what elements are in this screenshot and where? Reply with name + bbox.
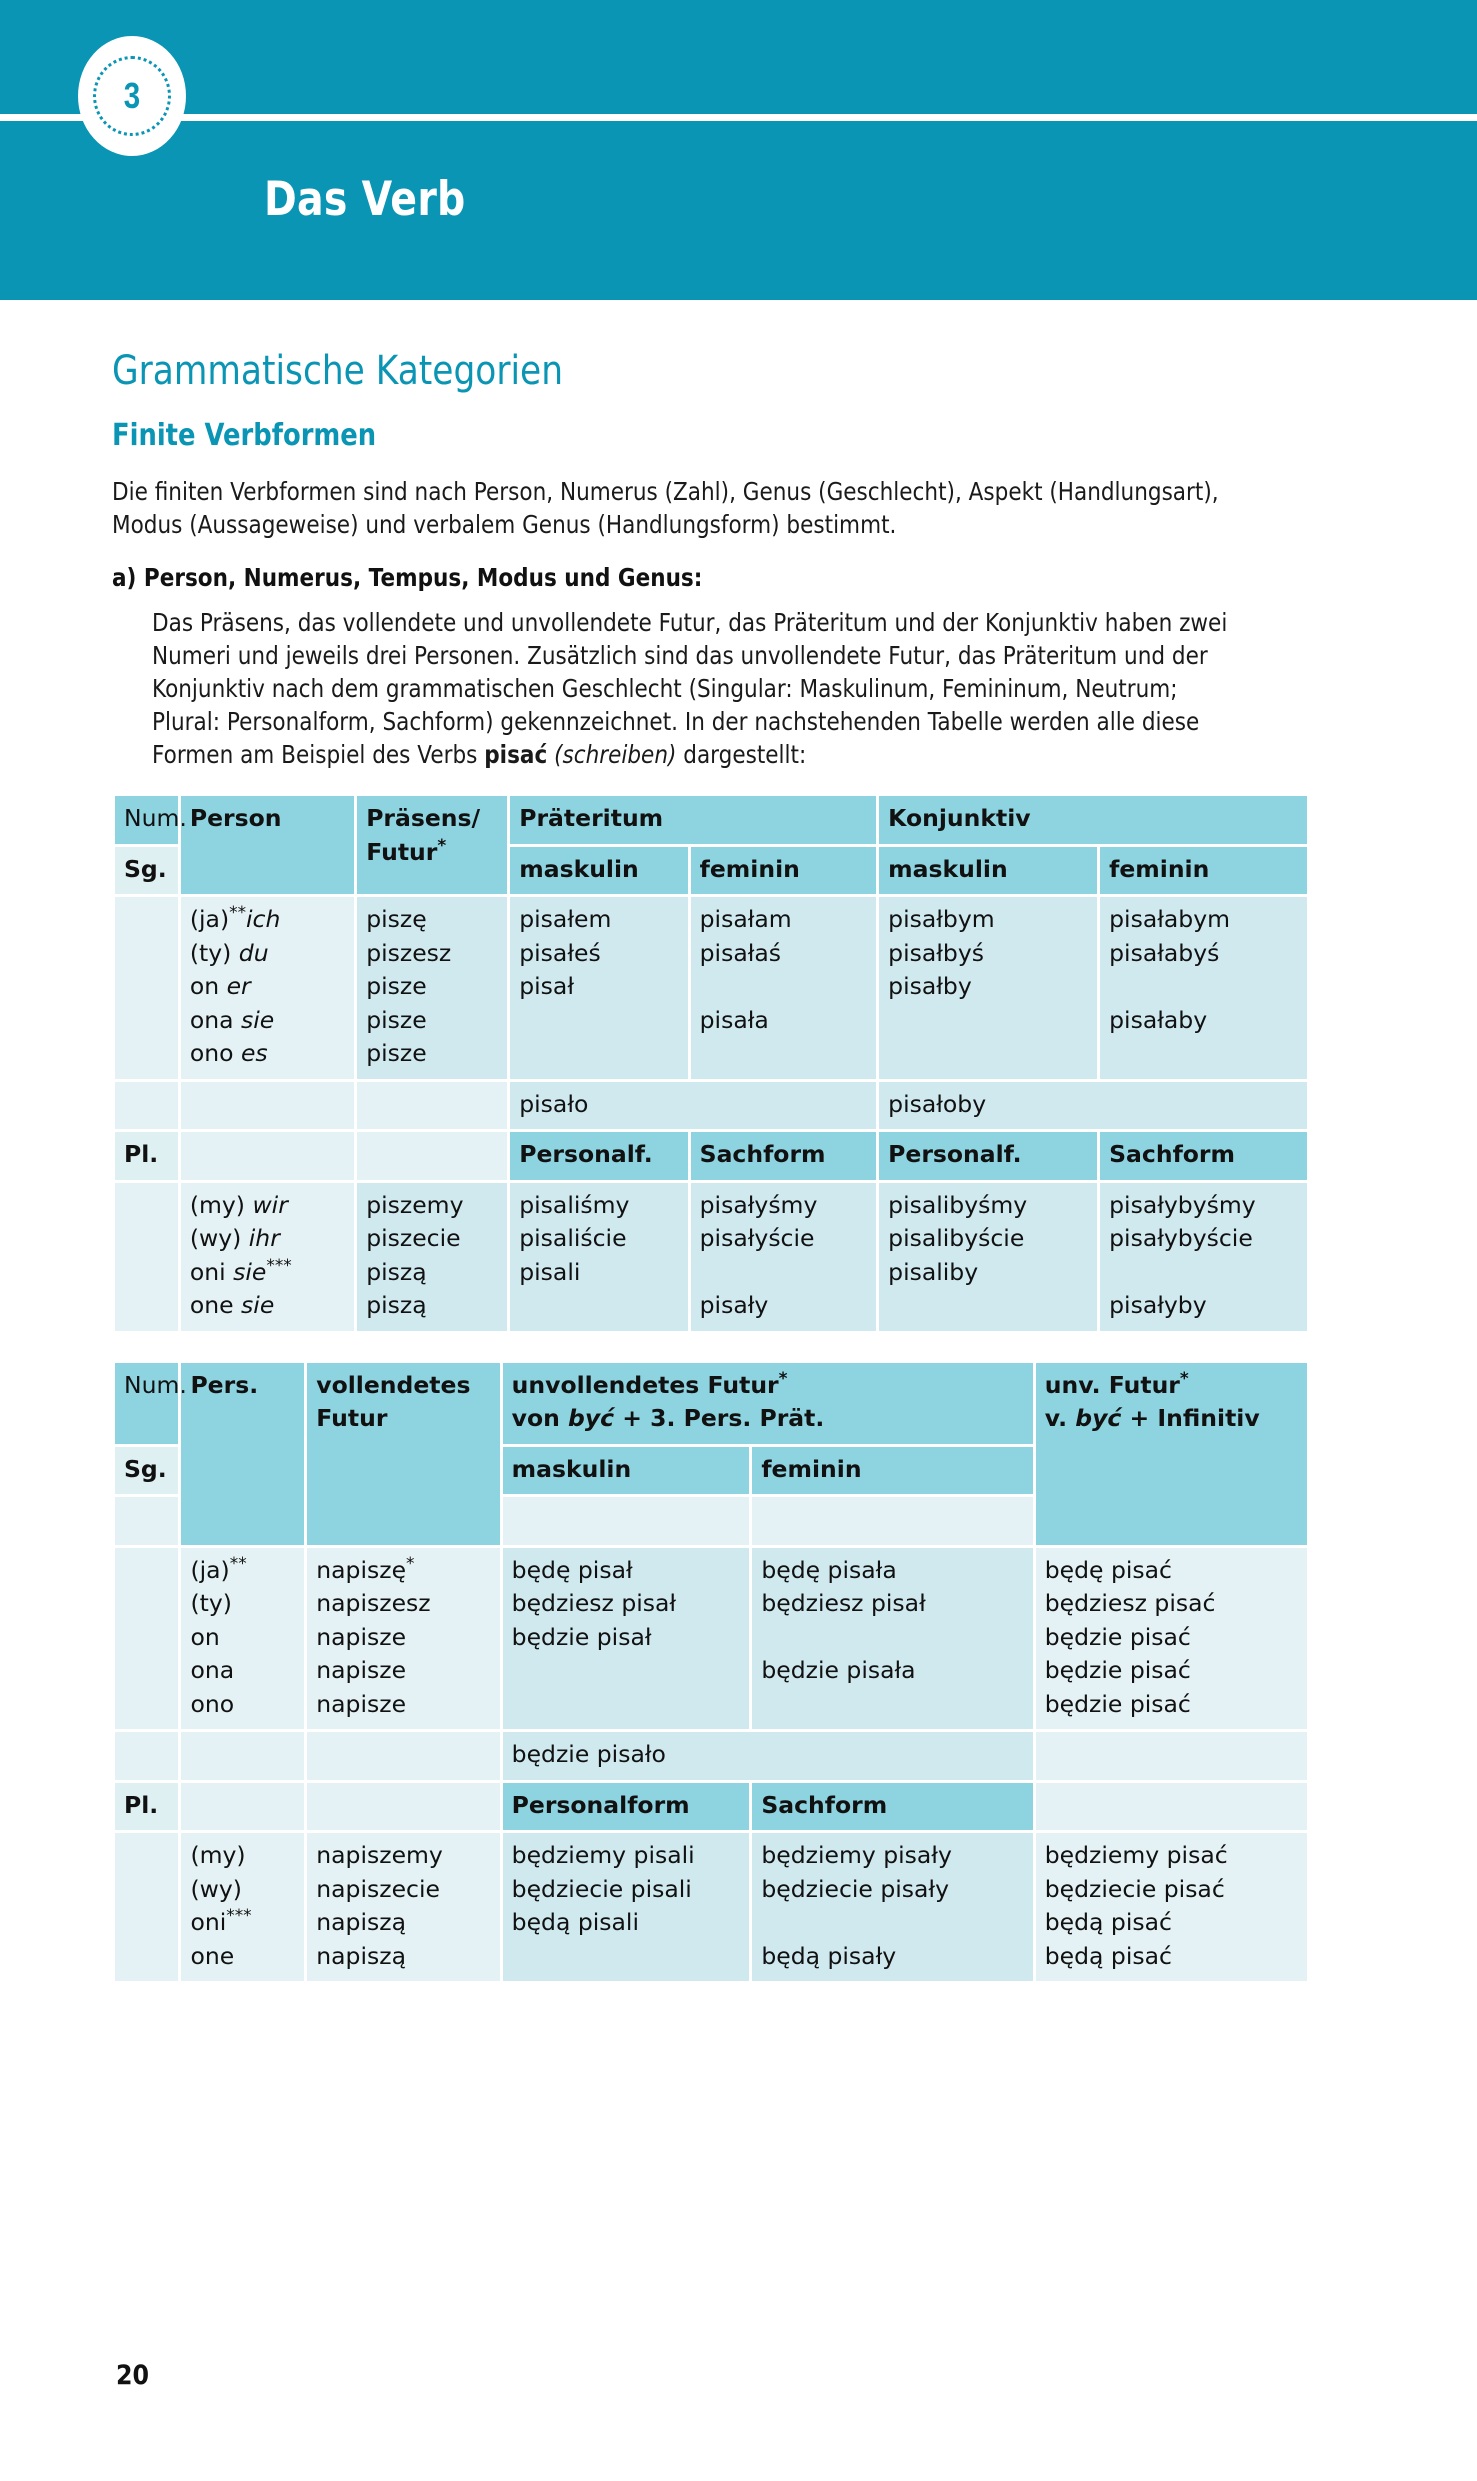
td2-mask-spacer <box>503 1497 750 1545</box>
th-konj-maskulin: maskulin <box>879 847 1097 895</box>
th2-maskulin: maskulin <box>503 1447 750 1495</box>
td-person-blank-pl <box>181 1132 354 1180</box>
table-row <box>115 1732 1307 1780</box>
td2-num-blank-sg <box>115 1548 178 1730</box>
person2-pl-2: (wy) <box>190 1874 242 1903</box>
praet-mask-1: pisałem <box>519 905 612 933</box>
praet-sach-blank <box>700 1258 707 1286</box>
td-praet-sach-pl <box>691 1183 877 1331</box>
person2-4: ona <box>190 1656 235 1684</box>
voll-futur-pl-3: napiszą <box>316 1908 406 1936</box>
th-sg: Sg. <box>115 847 178 895</box>
td2-unvoll-mask-sg <box>503 1548 750 1730</box>
praet-fem-4: pisała <box>699 1005 769 1034</box>
praet-mask-3: pisał <box>519 972 575 1000</box>
praesens-pl-1: piszemy <box>366 1190 464 1219</box>
praet-sach-2: pisałyście <box>699 1224 815 1252</box>
konj-fem-1: pisałabym <box>1109 905 1231 933</box>
unvoll-personal-3: będą pisali <box>511 1908 639 1936</box>
person-pl-1: (ja) <box>189 905 230 933</box>
th2-unvoll-line1: unvollendetes Futur <box>511 1370 779 1399</box>
konj-fem-2: pisałabyś <box>1109 938 1220 967</box>
person-star-1: ** <box>229 902 247 923</box>
konj-sach-blank <box>1109 1258 1116 1286</box>
unvoll-fem-blank <box>761 1623 768 1651</box>
td-praesens-blank-neut <box>357 1082 507 1130</box>
subsection-heading: Finite Verbformen <box>112 418 377 453</box>
example-verb: pisać <box>484 740 548 769</box>
item-a-body-part2: dargestellt: <box>676 740 807 769</box>
td-praesens-blank-pl <box>357 1132 507 1180</box>
td-praet-mask-sg <box>510 897 687 1079</box>
person2-2: (ty) <box>190 1589 232 1617</box>
table-row <box>115 1132 1307 1180</box>
th2-unv-byc: być <box>1075 1404 1122 1432</box>
voll-futur-2: napiszesz <box>316 1589 431 1617</box>
td2-num-blank-neut <box>115 1732 178 1780</box>
person2-1: (ja) <box>190 1555 230 1584</box>
td2-fem-spacer <box>752 1497 1032 1545</box>
td2-vollendetes-sg <box>307 1548 499 1730</box>
voll-futur-pl-4: napiszą <box>316 1941 406 1970</box>
th2-unvoll-von: von <box>511 1404 569 1432</box>
td2-person-sg <box>181 1548 304 1730</box>
unv-inf-2: będziesz pisać <box>1044 1589 1216 1617</box>
voll-futur-star-1: * <box>406 1552 415 1573</box>
td-konj-fem-sg <box>1100 897 1307 1079</box>
example-verb-gloss: (schreiben) <box>554 740 677 769</box>
item-a-body <box>152 606 1243 771</box>
td2-unv-blank-neut <box>1036 1732 1307 1780</box>
unv-inf-5: będzie pisać <box>1044 1689 1191 1718</box>
unvoll-personal-1: będziemy pisali <box>511 1841 695 1869</box>
table-row <box>115 1548 1307 1730</box>
chapter-banner <box>0 0 1477 300</box>
th2-sg: Sg. <box>115 1447 178 1495</box>
th-konj-sachform: Sachform <box>1100 1132 1307 1180</box>
unvoll-sach-2: będziecie pisały <box>761 1874 949 1903</box>
unv-inf-4: będzie pisać <box>1044 1656 1191 1684</box>
td-konj-personal-pl <box>879 1183 1097 1331</box>
unv-inf-pl-3: będą pisać <box>1044 1908 1172 1936</box>
unvoll-fem-4: będzie pisała <box>761 1656 916 1684</box>
td2-unvoll-fem-sg <box>752 1548 1032 1730</box>
voll-futur-3: napisze <box>316 1622 407 1651</box>
intro-paragraph: Die finiten Verbformen sind nach Person, Numerus (Zahl), Genus (Geschlecht), Aspekt (Handlungsart), Modus (Aussageweise) und verbalem Genus (Handlungsform) bestimmt. <box>112 477 1219 539</box>
th2-vollendetes: vollendetes <box>316 1370 471 1399</box>
th-praet-personalf: Personalf. <box>510 1132 687 1180</box>
td2-num-blank-pl2 <box>115 1833 178 1981</box>
td-num-blank-neut <box>115 1082 178 1130</box>
th2-unv-asterisk: * <box>1179 1367 1189 1388</box>
unvoll-fem-2: będziesz pisał <box>761 1589 926 1617</box>
th-praesens: Präsens/ <box>366 804 481 832</box>
voll-futur-pl-2: napiszecie <box>316 1874 440 1903</box>
th-konj-personalf: Personalf. <box>879 1132 1097 1180</box>
th2-vollendetes-futur <box>307 1363 499 1545</box>
voll-futur-5: napisze <box>316 1689 407 1718</box>
unv-inf-1: będę pisać <box>1044 1555 1172 1584</box>
praet-fem-1: pisałam <box>699 905 792 933</box>
chapter-badge <box>78 36 186 156</box>
unvoll-sach-1: będziemy pisały <box>761 1841 952 1869</box>
th2-unv-rest: + Infinitiv <box>1121 1404 1260 1432</box>
page-content <box>112 348 1312 2010</box>
person-de-3: er <box>226 972 251 1000</box>
voll-futur-4: napisze <box>316 1656 407 1684</box>
unvoll-mask-1: będę pisał <box>511 1555 633 1584</box>
td-praet-neut: pisało <box>510 1082 876 1130</box>
item-a-colon: : <box>693 563 703 592</box>
td2-unvoll-personal-pl <box>503 1833 750 1981</box>
person-de-4: sie <box>241 1005 275 1034</box>
page-number: 20 <box>116 2360 150 2391</box>
td-praesens-sg <box>357 897 507 1079</box>
person-pl-pl-3: oni <box>189 1257 234 1286</box>
konj-personal-3: pisaliby <box>888 1257 979 1286</box>
th2-unvoll-asterisk: * <box>778 1367 788 1388</box>
unvoll-personal-2: będziecie pisali <box>511 1874 692 1903</box>
td-konj-neut: pisałoby <box>879 1082 1307 1130</box>
person2-pl-1: (my) <box>190 1841 246 1869</box>
voll-futur-pl-1: napiszemy <box>316 1841 443 1869</box>
konj-fem-4: pisałaby <box>1109 1005 1208 1034</box>
item-a-label <box>112 563 1168 592</box>
item-a-body-part1: Das Präsens, das vollendete und unvollendete Futur, das Präteritum und der Konjunktiv haben zwei Numeri und jeweils drei Personen. Zusätzlich sind das unvollendete Futur, das Präteritum und der Konjunktiv nach dem grammatischen Geschlecht (Singular: Maskulinum, Femininum, Neutrum; Plural: Personalform, Sachform) gekennzeichnet. In der nachstehenden Tabelle werden alle diese Formen am Beispiel des Verbs <box>152 608 1228 769</box>
th-num: Num. <box>115 796 178 844</box>
person2-5: ono <box>190 1689 235 1718</box>
th2-unv-v: v. <box>1044 1404 1076 1432</box>
praet-mask-2: pisałeś <box>519 938 601 967</box>
td-person-sg <box>181 897 354 1079</box>
unvoll-sach-4: będą pisały <box>761 1941 897 1970</box>
praet-personal-1: pisaliśmy <box>519 1190 630 1219</box>
th-praet-maskulin: maskulin <box>510 847 687 895</box>
section-heading: Grammatische Kategorien <box>112 348 564 394</box>
th-futur: Futur <box>366 837 438 866</box>
person-de-pl-2: ihr <box>248 1224 280 1252</box>
td2-person-blank-pl <box>181 1783 304 1831</box>
konj-sach-2: pisałybyście <box>1109 1224 1253 1252</box>
th2-unvoll-byc: być <box>568 1404 615 1432</box>
konj-mask-1: pisałbym <box>888 905 995 933</box>
banner-rule <box>0 114 1477 121</box>
unv-inf-pl-2: będziecie pisać <box>1044 1874 1225 1903</box>
td-person-blank-neut <box>181 1082 354 1130</box>
konj-fem-blank <box>1109 972 1116 1000</box>
td-praesens-pl <box>357 1183 507 1331</box>
table-row <box>115 1082 1307 1130</box>
item-a-marker: a) <box>112 563 137 592</box>
praesens-pl-4: piszą <box>366 1291 427 1319</box>
unvoll-sach-blank <box>761 1908 768 1936</box>
td-praet-fem-sg <box>691 897 877 1079</box>
th-praet-sachform: Sachform <box>691 1132 877 1180</box>
person-de-pl-4: sie <box>241 1291 275 1319</box>
td2-unvoll-neut: będzie pisało <box>503 1732 1033 1780</box>
td2-voll-blank-pl <box>307 1783 499 1831</box>
praet-fem-blank <box>700 972 707 1000</box>
th-konjunktiv: Konjunktiv <box>879 796 1307 844</box>
table-row <box>115 1833 1307 1981</box>
page-title: Das Verb <box>264 172 466 227</box>
th2-unvoll-rest: + 3. Pers. Prät. <box>614 1404 825 1432</box>
praesens-pl-3: piszą <box>366 1257 427 1286</box>
konj-sach-1: pisałybyśmy <box>1109 1190 1256 1219</box>
unv-inf-pl-1: będziemy pisać <box>1044 1841 1228 1869</box>
th2-pers: Pers. <box>181 1363 304 1545</box>
td2-unv-inf-pl <box>1036 1833 1307 1981</box>
praesens-4: pisze <box>366 1005 427 1034</box>
th2-sachform: Sachform <box>752 1783 1032 1831</box>
person2-3: on <box>190 1622 220 1651</box>
konj-sach-4: pisałyby <box>1109 1291 1207 1319</box>
item-a-title: Person, Numerus, Tempus, Modus und Genus <box>143 563 694 592</box>
conjugation-table-2-block <box>112 1360 1312 1985</box>
person-pl-pl-1: (my) <box>189 1190 253 1219</box>
praet-sach-1: pisałyśmy <box>699 1190 818 1219</box>
th-person: Person <box>181 796 354 894</box>
person2-pl-4: one <box>190 1941 235 1970</box>
th2-feminin: feminin <box>752 1447 1032 1495</box>
td-konj-sach-pl <box>1100 1183 1307 1331</box>
th-praeteritum: Präteritum <box>510 796 876 844</box>
person2-pl-3: oni <box>190 1908 227 1936</box>
td-konj-mask-sg <box>879 897 1097 1079</box>
th-praet-feminin: feminin <box>691 847 877 895</box>
praet-sach-4: pisały <box>699 1291 769 1319</box>
person-pl-3: on <box>189 972 227 1000</box>
unvoll-mask-3: będzie pisał <box>511 1622 652 1651</box>
person-de-pl-1: wir <box>252 1190 288 1219</box>
person-de-1: ich <box>246 905 281 933</box>
person-star-pl-3: *** <box>266 1254 292 1275</box>
td2-person-blank-neut <box>181 1732 304 1780</box>
th2-unv-line1: unv. Futur <box>1044 1370 1180 1399</box>
person-de-2: du <box>238 938 269 967</box>
unv-inf-3: będzie pisać <box>1044 1622 1191 1651</box>
td-person-pl <box>181 1183 354 1331</box>
th2-futur: Futur <box>316 1404 388 1432</box>
unvoll-mask-2: będziesz pisał <box>511 1589 677 1617</box>
person-pl-2: (ty) <box>189 938 239 967</box>
conjugation-table-2 <box>112 1360 1310 1985</box>
praesens-5: pisze <box>366 1039 427 1067</box>
unv-inf-pl-4: będą pisać <box>1044 1941 1172 1970</box>
td2-vollendetes-pl <box>307 1833 499 1981</box>
th-praesens-futur <box>357 796 507 894</box>
konj-mask-2: pisałbyś <box>888 938 984 967</box>
person2-star-pl-3: *** <box>226 1905 252 1926</box>
table-row <box>115 897 1307 1079</box>
conjugation-table-1-block <box>112 793 1312 1334</box>
th2-pl: Pl. <box>115 1783 178 1831</box>
th2-unv-futur-infinitiv <box>1036 1363 1307 1545</box>
table-row <box>115 1783 1307 1831</box>
konj-mask-3: pisałby <box>888 972 972 1000</box>
person-pl-pl-4: one <box>189 1291 242 1319</box>
person-pl-4: ona <box>189 1005 241 1034</box>
th2-unvollendetes-futur <box>503 1363 1033 1444</box>
person-de-pl-3: sie <box>233 1257 267 1286</box>
td-praet-personal-pl <box>510 1183 687 1331</box>
praet-personal-3: pisali <box>519 1257 581 1286</box>
td-num-blank-pl2 <box>115 1183 178 1331</box>
td2-voll-blank-neut <box>307 1732 499 1780</box>
praesens-pl-2: piszecie <box>366 1224 461 1252</box>
th-konj-feminin: feminin <box>1100 847 1307 895</box>
conjugation-table-1 <box>112 793 1310 1334</box>
td2-unv-blank-pl <box>1036 1783 1307 1831</box>
praesens-2: piszesz <box>366 938 452 967</box>
person-pl-5: ono <box>189 1039 241 1067</box>
praet-personal-2: pisaliście <box>519 1224 627 1252</box>
konj-personal-2: pisalibyście <box>888 1224 1025 1252</box>
praesens-3: pisze <box>366 972 427 1000</box>
th-futur-asterisk: * <box>437 834 447 855</box>
th-pl: Pl. <box>115 1132 178 1180</box>
konj-personal-1: pisalibyśmy <box>888 1190 1028 1219</box>
td2-unv-inf-sg <box>1036 1548 1307 1730</box>
praesens-1: piszę <box>366 905 427 933</box>
person2-star-1: ** <box>229 1552 247 1573</box>
table-row <box>115 796 1307 844</box>
table-row <box>115 1183 1307 1331</box>
praet-fem-2: pisałaś <box>699 938 782 967</box>
th2-personalform: Personalform <box>503 1783 750 1831</box>
chapter-number: 3 <box>123 75 141 116</box>
unvoll-fem-1: będę pisała <box>761 1555 897 1584</box>
voll-futur-1: napiszę <box>316 1555 407 1584</box>
td-num-blank-sg <box>115 897 178 1079</box>
td2-person-pl <box>181 1833 304 1981</box>
person-pl-pl-2: (wy) <box>189 1224 249 1252</box>
td2-num-spacer <box>115 1497 178 1545</box>
th2-num: Num. <box>115 1363 178 1444</box>
td2-unvoll-sach-pl <box>752 1833 1032 1981</box>
person-de-5: es <box>240 1039 268 1067</box>
table-row <box>115 1363 1307 1444</box>
